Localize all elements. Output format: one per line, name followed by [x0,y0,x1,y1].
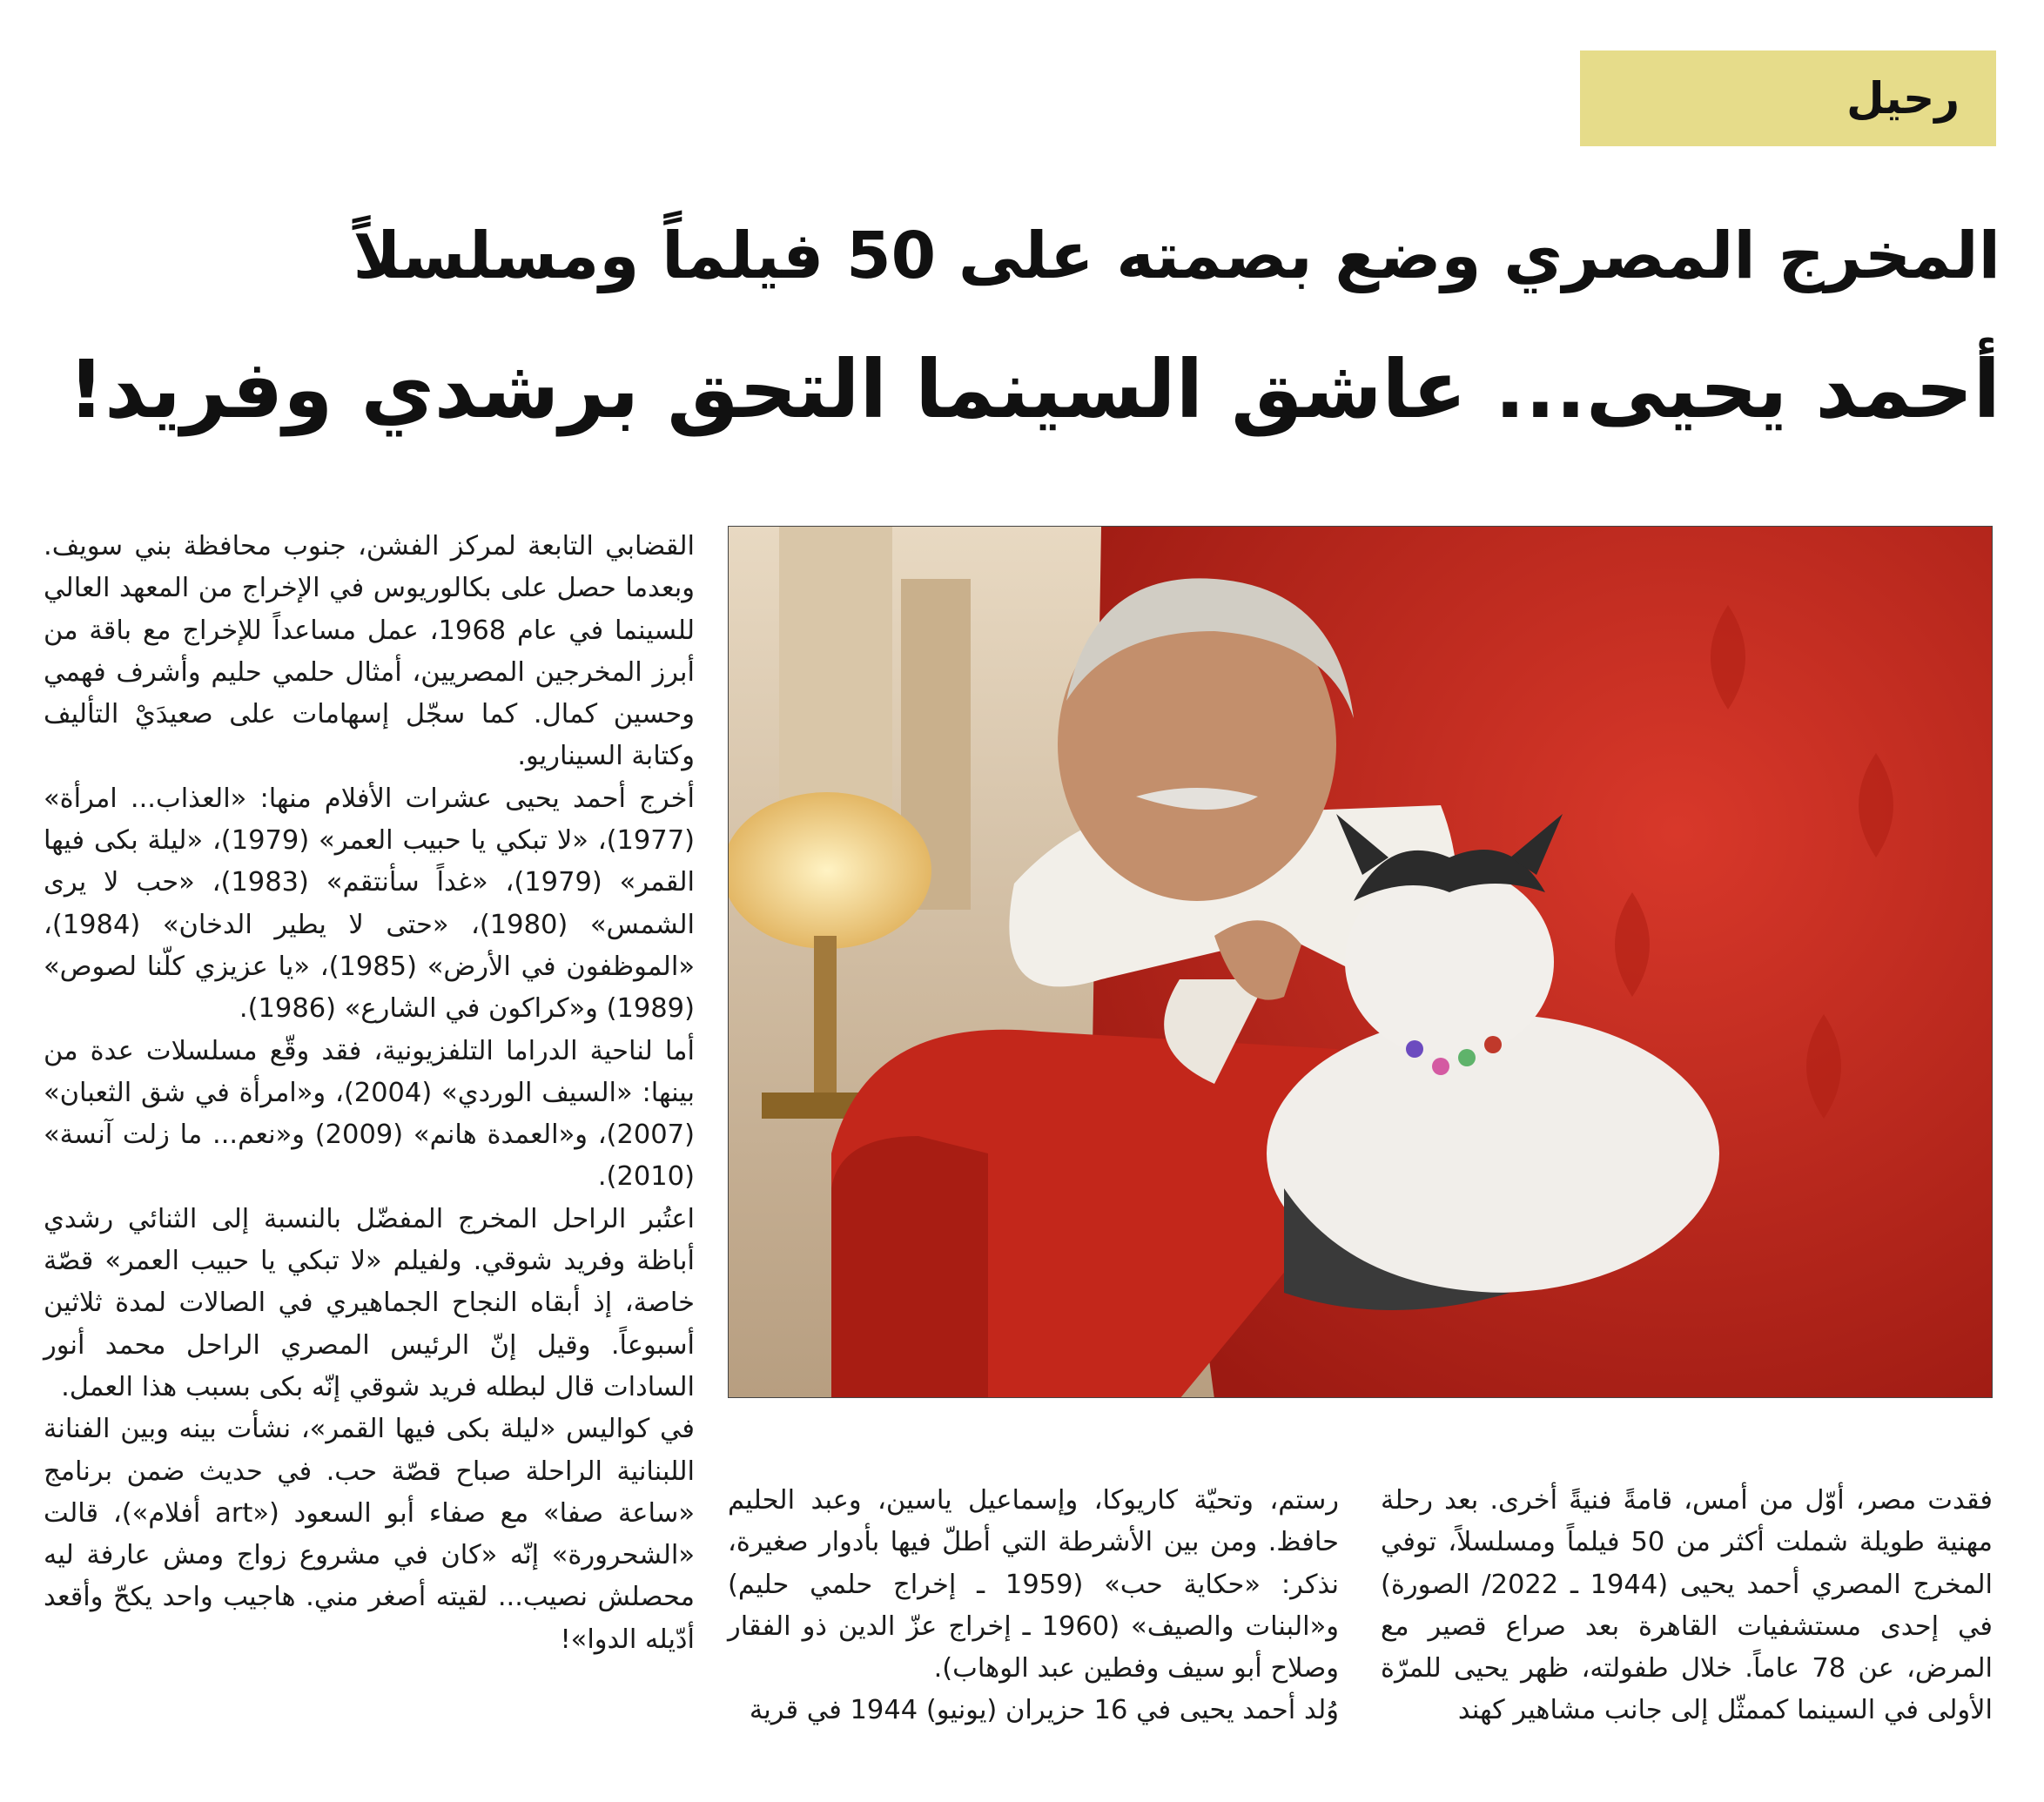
paragraph: في كواليس «ليلة بكى فيها القمر»، نشأت بينه وبين الفنانة اللبنانية الراحلة صباح قصّة حب. في حديث ضمن برنامج «ساعة صفا» مع صفاء أبو السعود («art أفلام»)، قالت «الشحرورة» إنّه «كان في مشروع زواج ومش عارفة ليه محصلش نصيب... لقيته أصغر مني. هاجيب واحد يكحّ وأقعد أدّيله الدوا»! [44,1414,696,1655]
article-column-middle [728,1480,1339,1732]
paragraph: رستم، وتحيّة كاريوكا، وإسماعيل ياسين، وعبد الحليم حافظ. ومن بين الأشرطة التي أطلّ فيها بأدوار صغيرة، نذكر: «حكاية حب» (1959 ـ إخراج حلمي حليم) و«البنات والصيف» (1960 ـ إخراج عزّ الدين ذو الفقار وصلاح أبو سيف وفطين عبد الوهاب). [728,1485,1339,1684]
paragraph: وُلد أحمد يحيى في 16 حزيران (يونيو) 1944 في قرية [749,1695,1339,1726]
paragraph: أما لناحية الدراما التلفزيونية، فقد وقّع مسلسلات عدة من بينها: «السيف الوردي» (2004)، و«امرأة في شق الثعبان» (2007)، و«العمدة هانم» (2009) و«نعم... ما زلت آنسة» (2010). [44,1035,695,1193]
section-label: رحيل [1846,73,1960,124]
article-subheadline: المخرج المصري وضع بصمته على 50 فيلماً ومسلسلاً [353,219,2000,293]
paragraph: فقدت مصر، أوّل من أمس، قامةً فنيةً أخرى. بعد رحلة مهنية طويلة شملت أكثر من 50 فيلماً ومسلسلاً، توفي المخرج المصري أحمد يحيى (1944 ـ 2022/ الصورة) في إحدى مستشفيات القاهرة بعد صراع قصير مع المرض، عن 78 عاماً. خلال طفولته، ظهر يحيى للمرّة الأولى في السينما كممثّل إلى جانب مشاهير كهند [1381,1485,1993,1726]
article-column-right [1381,1480,1993,1732]
portrait-photo-icon [728,527,1992,1398]
paragraph: أخرج أحمد يحيى عشرات الأفلام منها: «العذاب... امرأة» (1977)، «لا تبكي يا حبيب العمر» (1979)، «ليلة بكى فيها القمر» (1979)، «غداً سأنتقم» (1983)، «حب لا يرى الشمس» (1980)، «حتى لا يطير الدخان» (1984)، «الموظفون في الأرض» (1985)، «يا عزيزي كلّنا لصوص» (1989) و«كراكون في الشارع» (1986). [44,783,696,1025]
section-tag [1580,50,1996,146]
article-headline: أحمد يحيى... عاشق السينما التحق برشدي وفريد! [68,343,2000,436]
article-column-left [44,526,695,1661]
paragraph: القضابي التابعة لمركز الفشن، جنوب محافظة بني سويف. وبعدما حصل على بكالوريوس في الإخراج من المعهد العالي للسينما في عام 1968، عمل مساعداً للإخراج مع باقة من أبرز المخرجين المصريين، أمثال حلمي حليم وأشرف فهمي وحسين كمال. كما سجّل إسهامات على صعيدَيْ التأليف وكتابة السيناريو. [44,531,695,772]
paragraph: اعتُبر الراحل المخرج المفضّل بالنسبة إلى الثنائي رشدي أباظة وفريد شوقي. ولفيلم «لا تبكي يا حبيب العمر» قصّة خاصة، إذ أبقاه النجاح الجماهيري في الصالات لمدة ثلاثين أسبوعاً. وقيل إنّ الرئيس المصري الراحل محمد أنور السادات قال لبطله فريد شوقي إنّه بكى بسبب هذا العمل. [44,1203,695,1402]
article-photo [728,526,1993,1398]
